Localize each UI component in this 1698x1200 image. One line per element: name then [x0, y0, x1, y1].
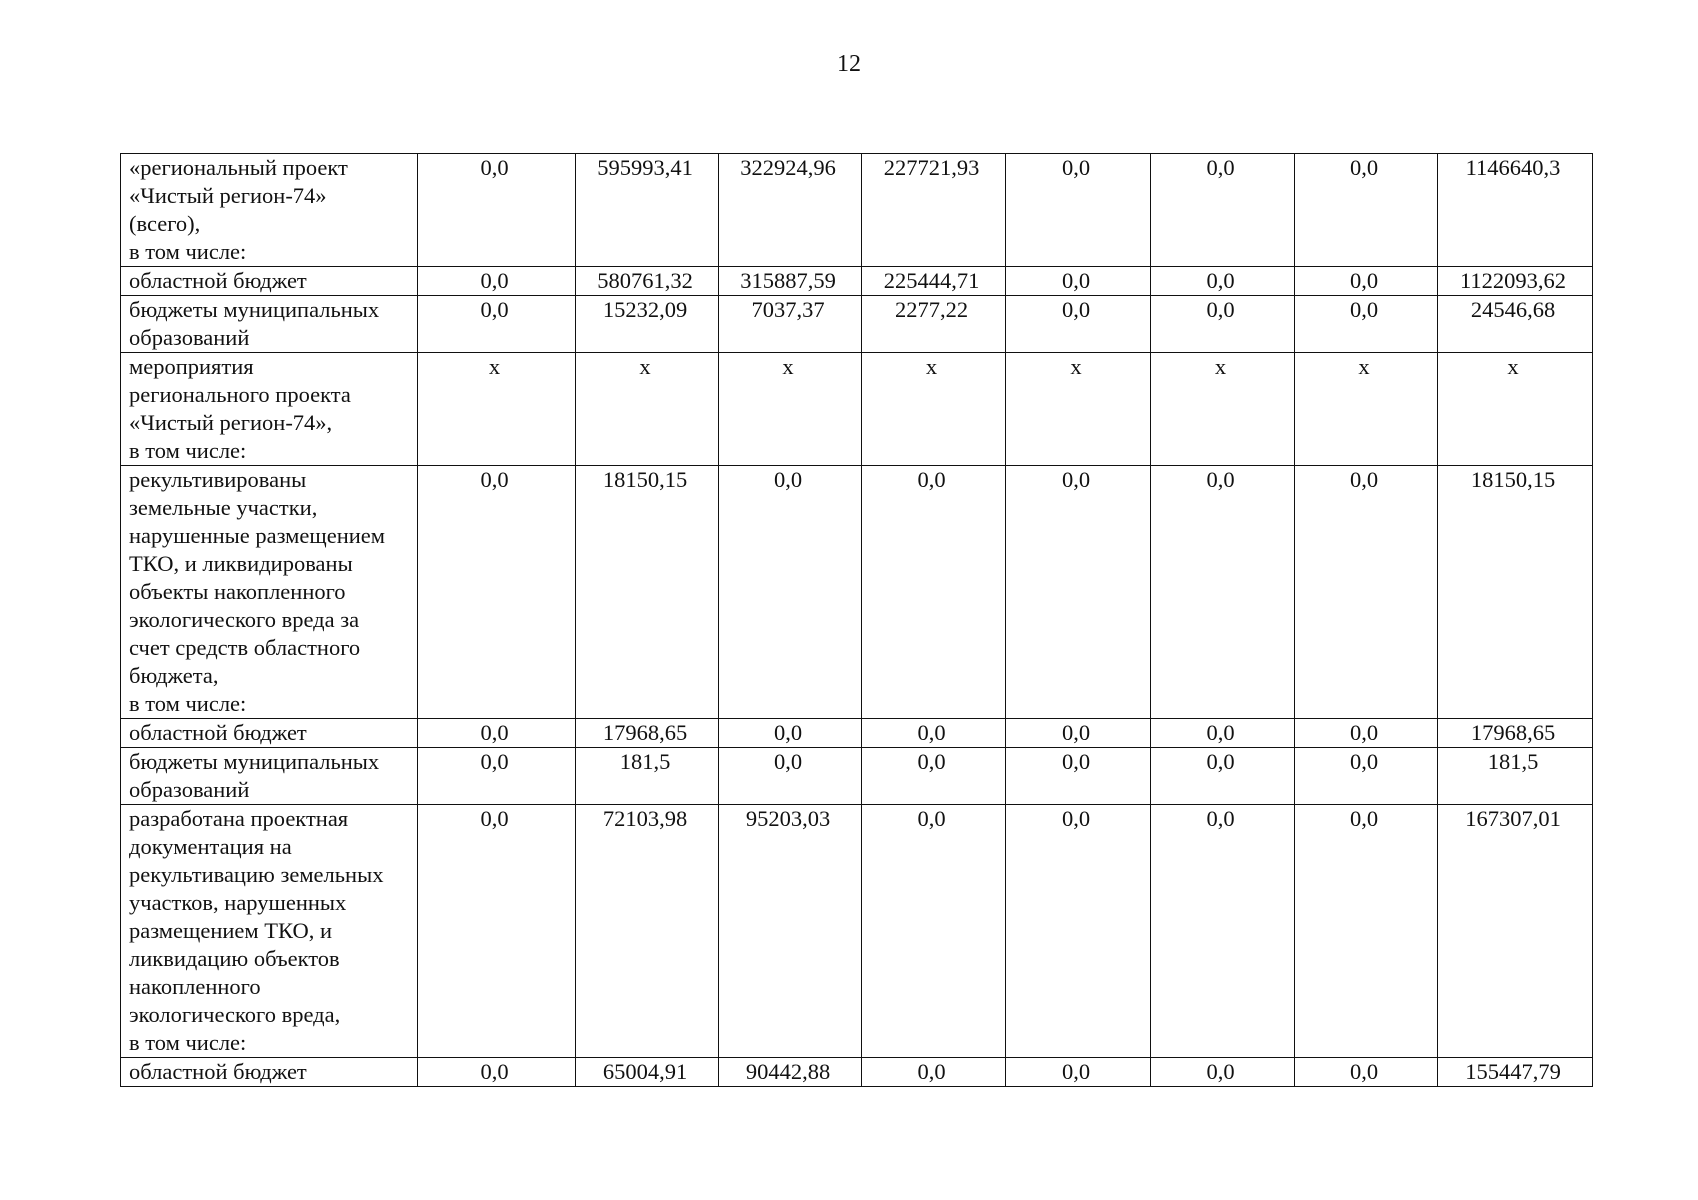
value-text: 95203,03 [745, 806, 831, 831]
budget-table [120, 153, 1593, 1087]
value-text: 7037,37 [751, 297, 825, 322]
table-row [121, 1058, 1593, 1087]
value-cell [719, 353, 862, 466]
value-text: x [782, 354, 794, 379]
row-label-line: регионального проекта [129, 382, 351, 407]
value-cell [1006, 296, 1151, 353]
value-cell [576, 466, 719, 719]
row-label-line: земельные участки, [129, 495, 318, 520]
row-label-line: ТКО, и ликвидированы [129, 551, 353, 576]
value-cell [1006, 719, 1151, 748]
value-cell [1295, 719, 1438, 748]
value-cell [1438, 719, 1593, 748]
value-cell [1438, 805, 1593, 1058]
value-text: 0,0 [1206, 720, 1235, 745]
value-text: 0,0 [917, 806, 946, 831]
table-row [121, 805, 1593, 1058]
value-cell [1438, 267, 1593, 296]
value-cell [1151, 267, 1295, 296]
value-cell [1438, 748, 1593, 805]
value-text: 0,0 [1206, 749, 1235, 774]
table-row [121, 267, 1593, 296]
value-text: 0,0 [1206, 467, 1235, 492]
table-row [121, 154, 1593, 267]
value-text: x [1214, 354, 1227, 379]
value-cell [418, 748, 576, 805]
value-text: 18150,15 [602, 467, 688, 492]
row-label-line: «региональный проект [129, 155, 348, 180]
value-cell [862, 466, 1006, 719]
row-label-line: рекультивацию земельных [129, 862, 384, 887]
value-cell [862, 1058, 1006, 1087]
row-label-line: образований [129, 777, 250, 802]
value-cell [719, 719, 862, 748]
value-text: 0,0 [480, 297, 509, 322]
value-text: 0,0 [917, 720, 946, 745]
value-text: 17968,65 [1470, 720, 1556, 745]
value-text: 0,0 [1206, 1059, 1235, 1084]
value-text: 0,0 [480, 749, 509, 774]
row-label-line: объекты накопленного [129, 579, 346, 604]
value-cell [1438, 1058, 1593, 1087]
value-cell [1151, 748, 1295, 805]
value-cell [1295, 267, 1438, 296]
value-text: 595993,41 [597, 155, 693, 180]
value-text: 0,0 [917, 467, 946, 492]
row-label-line: накопленного [129, 974, 261, 999]
value-cell [1295, 805, 1438, 1058]
value-text: 580761,32 [597, 268, 693, 293]
row-label-line: в том числе: [129, 1030, 247, 1055]
value-text: 17968,65 [602, 720, 688, 745]
value-cell [1006, 353, 1151, 466]
value-text: 2277,22 [894, 297, 969, 322]
row-label-cell [121, 296, 418, 353]
row-label-cell [121, 466, 418, 719]
row-label-line: рекультивированы [129, 467, 307, 492]
row-label-line: счет средств областного [129, 635, 361, 660]
value-cell [1295, 353, 1438, 466]
row-label-cell [121, 1058, 418, 1087]
table-row [121, 466, 1593, 719]
row-label-line: в том числе: [129, 239, 247, 264]
value-cell [862, 748, 1006, 805]
value-text: 0,0 [1349, 806, 1379, 831]
value-text: 181,5 [1487, 749, 1539, 774]
value-cell [418, 466, 576, 719]
value-text: 0,0 [1349, 268, 1379, 293]
row-label-line: бюджета, [129, 663, 219, 688]
value-cell [719, 805, 862, 1058]
value-cell [576, 748, 719, 805]
value-text: 167307,01 [1465, 806, 1561, 831]
value-cell [719, 1058, 862, 1087]
value-text: 0,0 [1349, 749, 1379, 774]
row-label-line: областной бюджет [129, 720, 307, 745]
value-text: 322924,96 [740, 155, 836, 180]
value-text: 0,0 [480, 268, 509, 293]
value-cell [576, 1058, 719, 1087]
value-text: 24546,68 [1470, 297, 1556, 322]
value-cell [862, 719, 1006, 748]
row-label-cell [121, 267, 418, 296]
row-label-line: экологического вреда, [129, 1002, 341, 1027]
value-text: 0,0 [480, 1059, 509, 1084]
value-cell [1438, 353, 1593, 466]
value-text: 0,0 [1061, 720, 1091, 745]
value-text: 72103,98 [602, 806, 688, 831]
value-text: 0,0 [1349, 720, 1379, 745]
value-text: 0,0 [480, 720, 509, 745]
value-cell [1438, 466, 1593, 719]
value-text: 0,0 [773, 467, 803, 492]
value-text: 0,0 [1206, 155, 1235, 180]
value-text: 0,0 [1061, 1059, 1091, 1084]
value-cell [576, 353, 719, 466]
value-cell [1295, 1058, 1438, 1087]
value-cell [1295, 466, 1438, 719]
table-row [121, 719, 1593, 748]
value-text: 0,0 [480, 806, 509, 831]
value-cell [1151, 154, 1295, 267]
value-cell [1006, 154, 1151, 267]
row-label-line: разработана проектная [129, 806, 349, 831]
value-text: x [1070, 354, 1082, 379]
value-text: 0,0 [1349, 1059, 1379, 1084]
row-label-line: ликвидацию объектов [129, 946, 340, 971]
value-cell [1151, 296, 1295, 353]
value-cell [1151, 805, 1295, 1058]
row-label-cell [121, 748, 418, 805]
value-text: 0,0 [917, 1059, 946, 1084]
value-text: 0,0 [1206, 268, 1235, 293]
row-label-line: размещением ТКО, и [129, 918, 333, 943]
value-text: 0,0 [1061, 268, 1091, 293]
value-cell [418, 353, 576, 466]
value-cell [576, 719, 719, 748]
value-text: x [1507, 354, 1519, 379]
value-cell [576, 154, 719, 267]
value-text: 15232,09 [602, 297, 688, 322]
value-cell [418, 154, 576, 267]
value-text: 1146640,3 [1465, 155, 1561, 180]
value-cell [862, 805, 1006, 1058]
value-text: 0,0 [1349, 297, 1379, 322]
value-text: 0,0 [1061, 155, 1091, 180]
value-cell [418, 267, 576, 296]
value-cell [576, 296, 719, 353]
value-text: 90442,88 [745, 1059, 831, 1084]
value-cell [418, 805, 576, 1058]
value-text: 0,0 [773, 720, 803, 745]
value-cell [862, 353, 1006, 466]
row-label-cell [121, 805, 418, 1058]
row-label-line: бюджеты муниципальных [129, 297, 380, 322]
value-cell [418, 296, 576, 353]
value-text: 0,0 [1206, 297, 1235, 322]
value-cell [1295, 748, 1438, 805]
value-text: x [925, 354, 938, 379]
value-cell [719, 466, 862, 719]
value-cell [418, 719, 576, 748]
value-cell [1438, 154, 1593, 267]
value-text: 315887,59 [740, 268, 836, 293]
table-row [121, 353, 1593, 466]
row-label-line: нарушенные размещением [129, 523, 386, 548]
row-label-line: «Чистый регион-74» [129, 183, 327, 208]
row-label-line: участков, нарушенных [129, 890, 347, 915]
value-text: 0,0 [1349, 467, 1379, 492]
value-cell [1151, 353, 1295, 466]
value-cell [1006, 748, 1151, 805]
value-text: 65004,91 [602, 1059, 688, 1084]
value-cell [1295, 154, 1438, 267]
table-row [121, 748, 1593, 805]
value-cell [418, 1058, 576, 1087]
row-label-line: бюджеты муниципальных [129, 749, 380, 774]
value-cell [719, 296, 862, 353]
value-cell [1151, 466, 1295, 719]
row-label-cell [121, 154, 418, 267]
value-cell [862, 296, 1006, 353]
row-label-line: мероприятия [129, 354, 254, 379]
row-label-line: областной бюджет [129, 1059, 307, 1084]
value-cell [1006, 1058, 1151, 1087]
value-text: x [1358, 354, 1370, 379]
value-cell [1438, 296, 1593, 353]
value-text: 227721,93 [883, 155, 980, 180]
value-text: 0,0 [773, 749, 803, 774]
value-cell [1006, 267, 1151, 296]
value-text: 0,0 [1061, 297, 1091, 322]
table-row [121, 296, 1593, 353]
value-text: 225444,71 [883, 268, 980, 293]
value-cell [862, 267, 1006, 296]
value-cell [1006, 466, 1151, 719]
row-label-line: образований [129, 325, 250, 350]
row-label-line: областной бюджет [129, 268, 307, 293]
value-text: 0,0 [1061, 749, 1091, 774]
value-text: 0,0 [480, 155, 509, 180]
value-text: 0,0 [1349, 155, 1379, 180]
row-label-line: (всего), [129, 211, 201, 236]
value-cell [1006, 805, 1151, 1058]
value-cell [719, 748, 862, 805]
value-cell [862, 154, 1006, 267]
row-label-line: документация на [129, 834, 292, 859]
value-cell [1151, 719, 1295, 748]
value-text: 0,0 [1061, 806, 1091, 831]
value-cell [576, 805, 719, 1058]
value-text: 0,0 [917, 749, 946, 774]
value-text: x [639, 354, 651, 379]
value-cell [719, 267, 862, 296]
value-text: 155447,79 [1465, 1059, 1561, 1084]
row-label-line: экологического вреда за [129, 607, 360, 632]
value-text: 18150,15 [1470, 467, 1556, 492]
value-text: 181,5 [619, 749, 671, 774]
value-text: 0,0 [480, 467, 509, 492]
table-body [121, 154, 1593, 1087]
value-cell [719, 154, 862, 267]
page-number: 12 [837, 51, 861, 77]
value-cell [1151, 1058, 1295, 1087]
value-text: x [488, 354, 501, 379]
value-cell [1295, 296, 1438, 353]
value-text: 0,0 [1061, 467, 1091, 492]
row-label-cell [121, 353, 418, 466]
row-label-line: в том числе: [129, 438, 247, 463]
row-label-line: «Чистый регион-74», [129, 410, 333, 435]
value-text: 1122093,62 [1459, 268, 1567, 293]
value-cell [576, 267, 719, 296]
row-label-line: в том числе: [129, 691, 247, 716]
row-label-cell [121, 719, 418, 748]
value-text: 0,0 [1206, 806, 1235, 831]
